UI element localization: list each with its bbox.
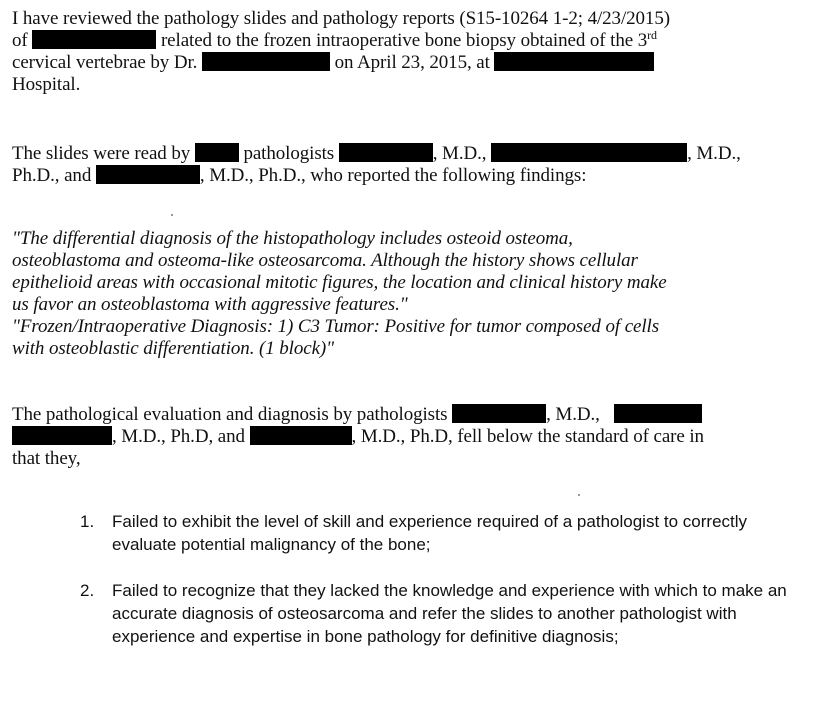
quote-line-2: osteoblastoma and osteoma-like osteosarcoma. Although the history shows cellular [12, 250, 638, 271]
redacted-hospital-name [494, 52, 654, 71]
list-item-text: Failed to recognize that they lacked the knowledge and experience with which to make an accurate diagnosis of osteosarcoma and refer the slides to another pathologist with experience and expertise in bone pathology for definitive diagnosis; [112, 581, 787, 646]
failures-list [80, 510, 810, 671]
pathologists-paragraph [12, 143, 817, 187]
list-item [80, 510, 810, 556]
quoted-findings [12, 228, 802, 360]
standard-line-2 [12, 426, 817, 448]
intro-text-4: Hospital. [12, 74, 81, 95]
intro-line-4 [12, 74, 817, 96]
redacted-pathologist-3 [96, 165, 200, 184]
list-item [80, 579, 810, 648]
pathologists-line-1 [12, 143, 817, 165]
redacted-pathologist-a [452, 404, 546, 423]
intro-line-2 [12, 30, 817, 52]
redacted-pathologist-1 [339, 143, 433, 162]
ordinal-suffix: rd [647, 28, 657, 42]
redacted-pathologist-b [614, 404, 702, 423]
intro-text-3a: cervical vertebrae by Dr. [12, 52, 198, 73]
scan-speck [171, 214, 173, 216]
redacted-pathologist-2 [491, 143, 687, 162]
standard-line-1 [12, 404, 817, 426]
intro-text-3b: on April 23, 2015, at [334, 52, 490, 73]
quote-line-6: with osteoblastic differentiation. (1 block)" [12, 338, 335, 359]
list-item-number: 1. [80, 512, 95, 531]
standard-text-1b: , M.D., [546, 404, 600, 425]
intro-text-2b: related to the frozen intraoperative bone biopsy obtained of the 3 [160, 30, 648, 51]
list-item-number: 2. [80, 581, 95, 600]
intro-text-1: I have reviewed the pathology slides and pathology reports (S15-10264 1-2; 4/23/2015) [12, 8, 670, 29]
standard-text-2a: , M.D., Ph.D, and [112, 426, 245, 447]
pathologists-text-2a: Ph.D., and [12, 165, 92, 186]
pathologists-text-1a: The slides were read by [12, 143, 191, 164]
pathologists-line-2 [12, 165, 817, 187]
pathologists-text-1b: pathologists [243, 143, 335, 164]
standard-text-1a: The pathological evaluation and diagnosis by pathologists [12, 404, 448, 425]
redacted-surgeon-name [202, 52, 330, 71]
quote-line-3: epithelioid areas with occasional mitotic figures, the location and clinical history make [12, 272, 667, 293]
quote-line-5: "Frozen/Intraoperative Diagnosis: 1) C3 Tumor: Positive for tumor composed of cells [12, 316, 660, 337]
pathologists-text-1c: , M.D., [432, 143, 487, 164]
standard-line-3 [12, 448, 817, 470]
redacted-patient-name [32, 30, 156, 49]
pathologists-text-1d: , M.D., [687, 143, 741, 164]
quote-line-1: "The differential diagnosis of the histopathology includes osteoid osteoma, [12, 228, 573, 249]
list-item-text: Failed to exhibit the level of skill and experience required of a pathologist to correctly evaluate potential malignancy of the bone; [112, 512, 748, 554]
intro-paragraph [12, 8, 817, 96]
intro-line-3 [12, 52, 817, 74]
standard-of-care-paragraph [12, 404, 817, 470]
scan-speck [578, 494, 580, 496]
quote-line-4: us favor an osteoblastoma with aggressive features." [12, 294, 408, 315]
standard-text-2b: , M.D., Ph.D, fell below the standard of care in [351, 426, 704, 447]
redacted-pathologist-d [250, 426, 352, 445]
redacted-pathologist-c [12, 426, 112, 445]
standard-text-3: that they, [12, 448, 81, 469]
redacted-count [195, 143, 239, 162]
intro-text-2a: of [12, 30, 28, 51]
intro-line-1 [12, 8, 817, 30]
pathologists-text-2b: , M.D., Ph.D., who reported the following findings: [199, 165, 587, 186]
